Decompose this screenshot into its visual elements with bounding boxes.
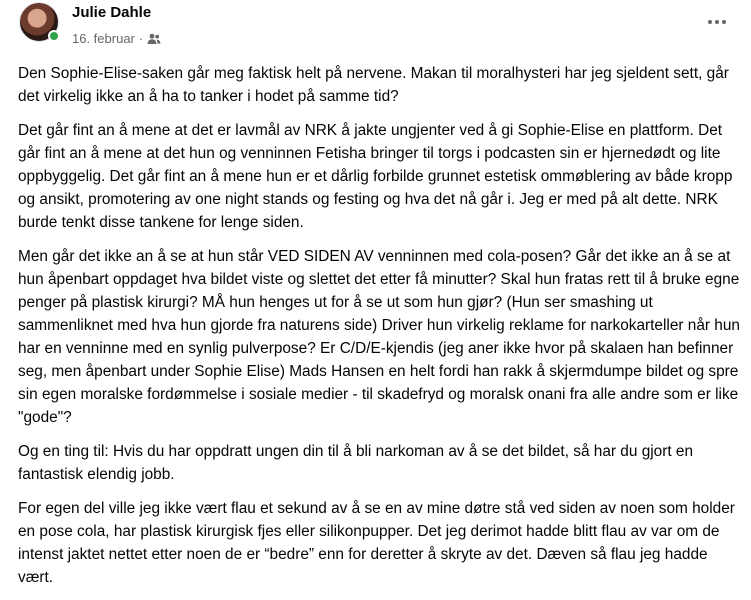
post-body (18, 62, 740, 600)
friends-icon[interactable] (147, 33, 161, 45)
more-horizontal-icon (708, 20, 712, 24)
more-options-button[interactable] (699, 10, 735, 34)
online-status-dot (48, 30, 60, 42)
post-paragraph: Det går fint an å mene at det er lavmål av NRK å jakte ungjenter ved å gi Sophie-Elise en plattform. Det går fint an å mene at det hun og venninnen Fetisha bringer til torgs i podcasten sin er hjernedødt og lite oppbyggelig. Det går fint an å mene hun er et dårlig forbilde grunnet estetisk ommøblering av både kropp og ansikt, promotering av one night stands og festing og hva det nå går i. Jeg er med på alt dette. NRK burde tenkt disse tankene for lenge siden. (18, 122, 733, 231)
avatar[interactable] (19, 2, 59, 42)
post-paragraph: For egen del ville jeg ikke vært flau et sekund av å se en av mine døtre stå ved siden av noen som holder en pose cola, har plastisk kirurgisk fjes eller silikonpupper. Det jeg derimot hadde blitt flau av var om de intenst jaktet nettet etter noen de er “bedre” enn for deretter å skryte av det. Dæven så flau jeg hadde vært. (18, 500, 735, 586)
post-meta (72, 31, 161, 46)
meta-separator: · (138, 31, 144, 46)
author-name[interactable]: Julie Dahle (72, 4, 152, 21)
post-paragraph: Men går det ikke an å se at hun står VED SIDEN AV venninnen med cola-posen? Går det ikke an å se at hun åpenbart oppdaget hva bildet viste og slettet det etter få minutter? Skal hun fratas rett til å bruke egne penger på plastisk kirurgi? MÅ hun henges ut for å se ut som hun gjør? (Hun ser smashing ut sammenliknet med hva hun gjorde fra naturens side) Driver hun virkelig reklame for narkokarteller når hun har en venninne med en synlig pulverpose? Er C/D/E-kjendis (jeg aner ikke hvor på skalaen han befinner seg, men åpenbart under Sophie Elise) Mads Hansen en helt fordi han rakk å skjermdumpe bildet og spre sin egen moralske fordømmelse i sosiale medier - til skadefryd og moralsk onani fra alle andre som er like "gode"? (18, 248, 740, 426)
post-paragraph: Og en ting til: Hvis du har oppdratt ungen din til å bli narkoman av å se det bildet, så har du gjort en fantastisk elendig jobb. (18, 443, 694, 483)
post-header (16, 0, 735, 58)
post-date[interactable]: 16. februar (72, 31, 135, 46)
post-paragraph: Den Sophie-Elise-saken går meg faktisk helt på nervene. Makan til moralhysteri har jeg sjeldent sett, går det virkelig ikke an å ha to tanker i hodet på samme tid? (18, 65, 729, 105)
